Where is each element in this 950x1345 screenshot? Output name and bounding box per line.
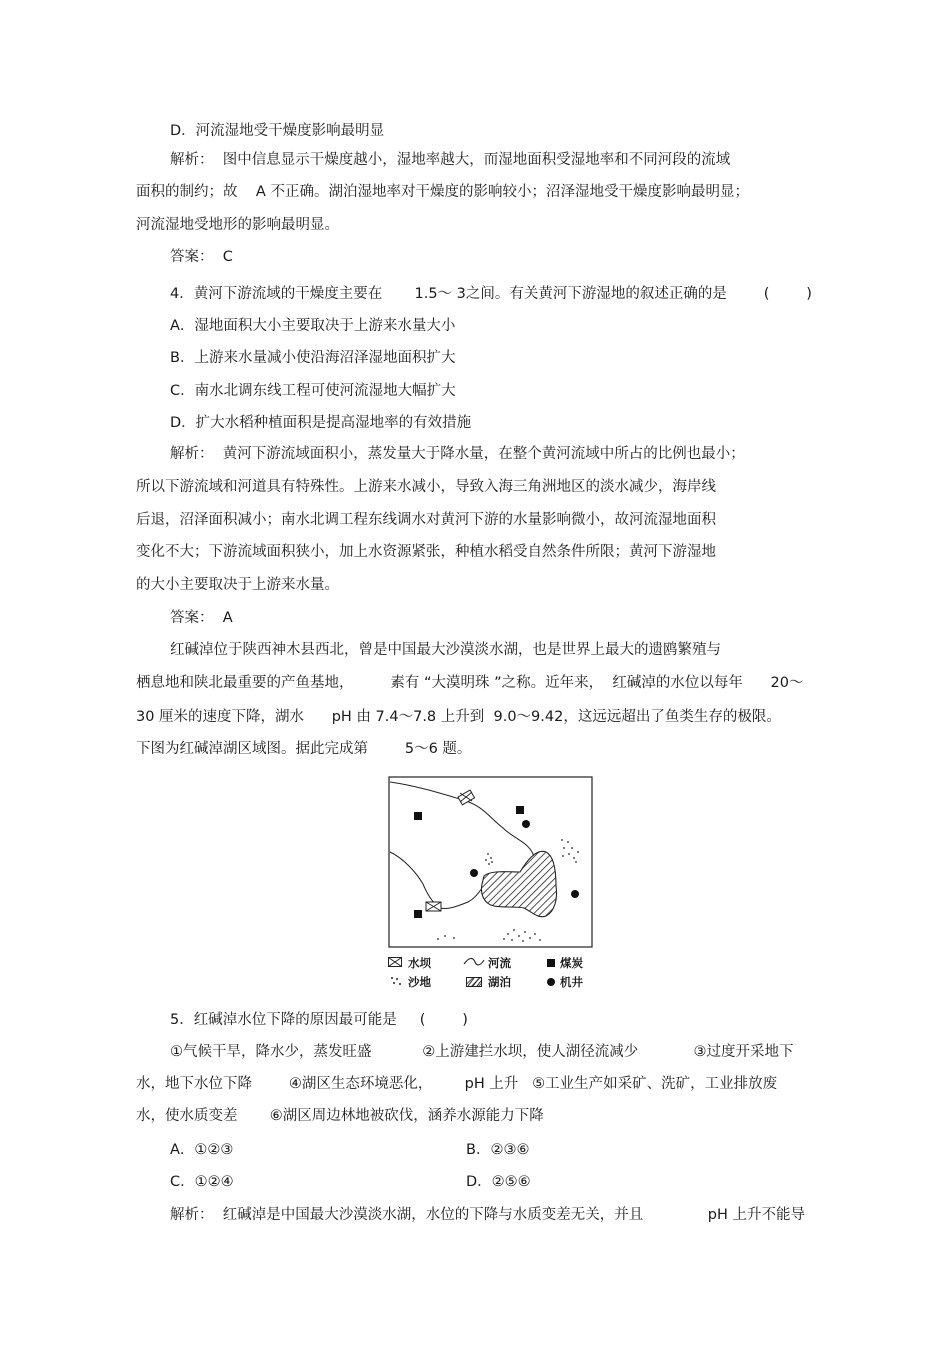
coal-icon [516, 806, 524, 814]
river-legend-icon [463, 957, 485, 967]
answer-3: 答案： C [170, 249, 233, 265]
analysis-4-line-2: 所以下游流域和河道具有特殊性。上游来水减小，导致入海三角洲地区的淡水减少，海岸线 [136, 479, 716, 495]
q5-option-a: A．①②③ [170, 1142, 234, 1158]
answer-4: 答案： A [170, 610, 233, 626]
q4-option-c: C．南水北调东线工程可使河流湿地大幅扩大 [170, 383, 456, 399]
legend-sand-label: 沙地 [408, 975, 431, 989]
analysis-4-line-5: 的大小主要取决于上游来水量。 [136, 577, 339, 593]
well-legend-icon [546, 977, 556, 987]
q5-statement-line-1: ①气候干旱，降水少，蒸发旺盛 ②上游建拦水坝，使人湖径流减少 ③过度开采地下 [170, 1044, 794, 1060]
q5-option-b: B．②③⑥ [466, 1142, 530, 1158]
analysis-3-line-1: 解析： 图中信息显示干燥度越小，湿地率越大，而湿地面积受湿地率和不同河段的流域 [170, 152, 731, 168]
q5-option-d: D．②⑤⑥ [466, 1174, 531, 1190]
dam-icon-lower [426, 902, 441, 911]
dam-legend-icon [388, 957, 402, 967]
legend-river-label: 河流 [488, 956, 511, 970]
coal-legend-icon [546, 958, 556, 968]
map-frame [389, 777, 592, 947]
lake-legend-icon [466, 977, 482, 987]
q5-option-c: C．①②④ [170, 1174, 234, 1190]
passage-line-4: 下图为红碱淖湖区域图。据此完成第 5～6 题。 [136, 741, 472, 757]
q5-statement-line-3: 水，使水质变差 ⑥湖区周边林地被砍伐，涵养水源能力下降 [136, 1108, 544, 1124]
passage-line-1: 红碱淖位于陕西神木县西北，曾是中国最大沙漠淡水湖，也是世界上最大的遗鸥繁殖与 [170, 642, 721, 658]
question-5: 5．红碱淖水位下降的原因最可能是 ( ) [170, 1012, 468, 1028]
legend-coal-label: 煤炭 [560, 956, 583, 970]
legend-lake-label: 湖泊 [488, 975, 511, 989]
q4-option-d: D．扩大水稻种植面积是提高湿地率的有效措施 [170, 415, 472, 431]
q5-statement-line-2: 水，地下水位下降 ④湖区生态环境恶化， pH 上升 ⑤工业生产如采矿、洗矿，工业排放废 [136, 1076, 778, 1092]
well-icon [571, 890, 579, 898]
analysis-3-line-2: 面积的制约；故 A 不正确。湖泊湿地率对干燥度的影响较小；沼泽湿地受干燥度影响最明显； [136, 184, 749, 200]
analysis-5-line-1: 解析： 红碱淖是中国最大沙漠淡水湖，水位的下降与水质变差无关，并且 pH 上升不能导 [170, 1207, 805, 1223]
legend-well-label: 机井 [560, 975, 583, 989]
analysis-4-line-4: 变化不大；下游流域面积狭小，加上水资源紧张，种植水稻受自然条件所限；黄河下游湿地 [136, 544, 716, 560]
well-icon [522, 820, 530, 828]
analysis-4-line-3: 后退，沼泽面积减小；南水北调工程东线调水对黄河下游的水量影响微小，故河流湿地面积 [136, 512, 716, 528]
well-icon [470, 869, 478, 877]
q4-option-a: A．湿地面积大小主要取决于上游来水量大小 [170, 318, 456, 334]
coal-icon [414, 910, 422, 918]
legend-dam-label: 水坝 [408, 956, 431, 970]
sand-legend-icon [390, 976, 402, 986]
option-d-prev: D．河流湿地受干燥度影响最明显 [170, 123, 385, 139]
analysis-4-line-1: 解析： 黄河下游流域面积小，蒸发量大于降水量，在整个黄河流域中所占的比例也最小； [170, 446, 745, 462]
question-4: 4．黄河下游流域的干燥度主要在 1.5～ 3之间。有关黄河下游湿地的叙述正确的是 ( ) [170, 286, 812, 302]
q4-option-b: B．上游来水量减小使沿海沼泽湿地面积扩大 [170, 350, 456, 366]
lake-region-map [388, 776, 594, 949]
passage-line-2: 栖息地和陕北最重要的产鱼基地， 素有 “大漠明珠 ”之称。近年来， 红碱淖的水位以每年 20～ [136, 675, 804, 691]
coal-icon [414, 812, 422, 820]
analysis-3-line-3: 河流湿地受地形的影响最明显。 [136, 217, 339, 233]
passage-line-3: 30 厘米的速度下降，湖水 pH 由 7.4～7.8 上升到 9.0～9.42，这远远超出了鱼类生存的极限。 [136, 709, 781, 725]
